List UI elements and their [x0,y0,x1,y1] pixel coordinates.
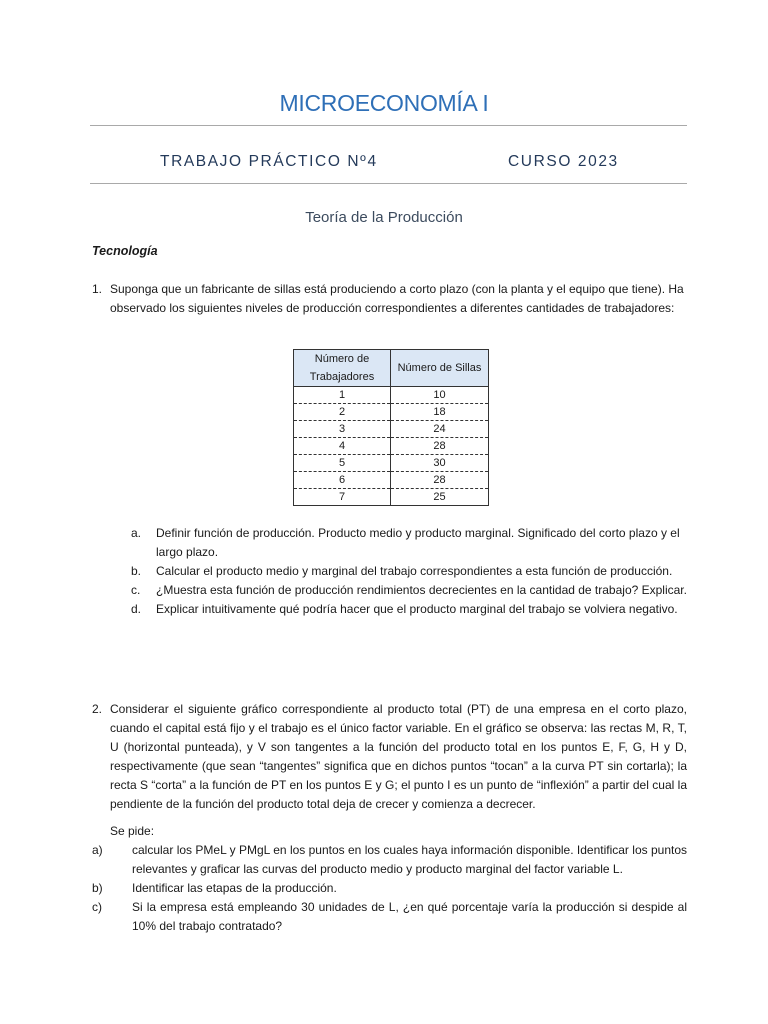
item-label: c) [92,900,102,914]
course-label: CURSO 2023 [508,153,619,170]
item-text: Si la empresa está empleando 30 unidades de L, ¿en qué porcentaje varía la producción si despide al 10% del trabajo contratado? [132,900,687,933]
list-item [131,524,691,562]
question-number: 2. [92,702,103,716]
table-cell: 18 [391,404,489,421]
document-subtitle: Teoría de la Producción [305,209,463,226]
question-number: 1. [92,282,103,296]
column-header: Número de Sillas [391,350,489,387]
list-item [92,879,687,898]
table-row [294,438,489,455]
table-cell: 28 [391,438,489,455]
item-label: a) [92,843,103,857]
table-header-row [294,350,489,387]
question-2-items [92,841,687,936]
item-text: Calcular el producto medio y marginal del trabajo correspondientes a esta función de producción. [156,564,673,578]
question-1-items [131,524,691,619]
item-label: b. [131,564,142,578]
table-cell: 30 [391,455,489,472]
table-cell: 1 [294,387,391,404]
column-header: Número de Trabajadores [294,350,391,387]
table-row [294,472,489,489]
table-row [294,387,489,404]
list-item [131,581,691,600]
list-item [92,841,687,879]
table-cell: 4 [294,438,391,455]
practice-label: TRABAJO PRÁCTICO Nº4 [160,153,378,170]
se-pide-label: Se pide: [110,824,155,838]
section-heading: Tecnología [92,244,158,258]
table-cell: 25 [391,489,489,506]
item-label: a. [131,526,142,540]
table-row [294,489,489,506]
list-item [131,600,691,619]
question-2 [92,700,687,814]
item-text: ¿Muestra esta función de producción rendimientos decrecientes en la cantidad de trabajo? Explicar. [156,583,687,597]
list-item [131,562,691,581]
title-divider [90,125,687,126]
table-cell: 2 [294,404,391,421]
document-title: MICROECONOMÍA I [279,90,489,116]
item-label: d. [131,602,142,616]
question-text: Considerar el siguiente gráfico correspondiente al producto total (PT) de una empresa en el corto plazo, cuando el capital está fijo y el trabajo es el único factor variable. En el gráfico se observa: las rectas M, R, T, U (horizontal punteada), y V son tangentes a la función del producto total en los puntos E, F, G, H y D, respectivamente (que sean “tangentes” significa que en dichos puntos “tocan” a la curva PT sin cortarla); la recta S “corta” a la función de PT en los puntos E y G; el punto I es un punto de “inflexión” a partir del cual la pendiente de la función del producto total deja de crecer y comienza a decrecer. [110,702,687,811]
table-cell: 5 [294,455,391,472]
list-item [92,898,687,936]
question-text: Suponga que un fabricante de sillas está produciendo a corto plazo (con la planta y el equipo que tiene). Ha observado los siguientes niveles de producción correspondientes a diferentes cantidades de trabajadores: [110,282,684,315]
table-cell: 7 [294,489,391,506]
table-cell: 10 [391,387,489,404]
item-text: calcular los PMeL y PMgL en los puntos en los cuales haya información disponible. Identificar los puntos relevantes y graficar las curvas del producto medio y producto marginal del factor variable L. [132,843,687,876]
table-cell: 3 [294,421,391,438]
item-text: Definir función de producción. Producto medio y producto marginal. Significado del corto plazo y el largo plazo. [156,526,680,559]
table-row [294,421,489,438]
header-divider [90,183,687,184]
item-label: c. [131,583,141,597]
item-label: b) [92,881,103,895]
item-text: Identificar las etapas de la producción. [132,881,337,895]
table-cell: 6 [294,472,391,489]
table-cell: 24 [391,421,489,438]
table-row [294,404,489,421]
item-text: Explicar intuitivamente qué podría hacer que el producto marginal del trabajo se volviera negativo. [156,602,678,616]
table-row [294,455,489,472]
table-cell: 28 [391,472,489,489]
question-1 [92,280,692,318]
production-table [293,349,489,506]
